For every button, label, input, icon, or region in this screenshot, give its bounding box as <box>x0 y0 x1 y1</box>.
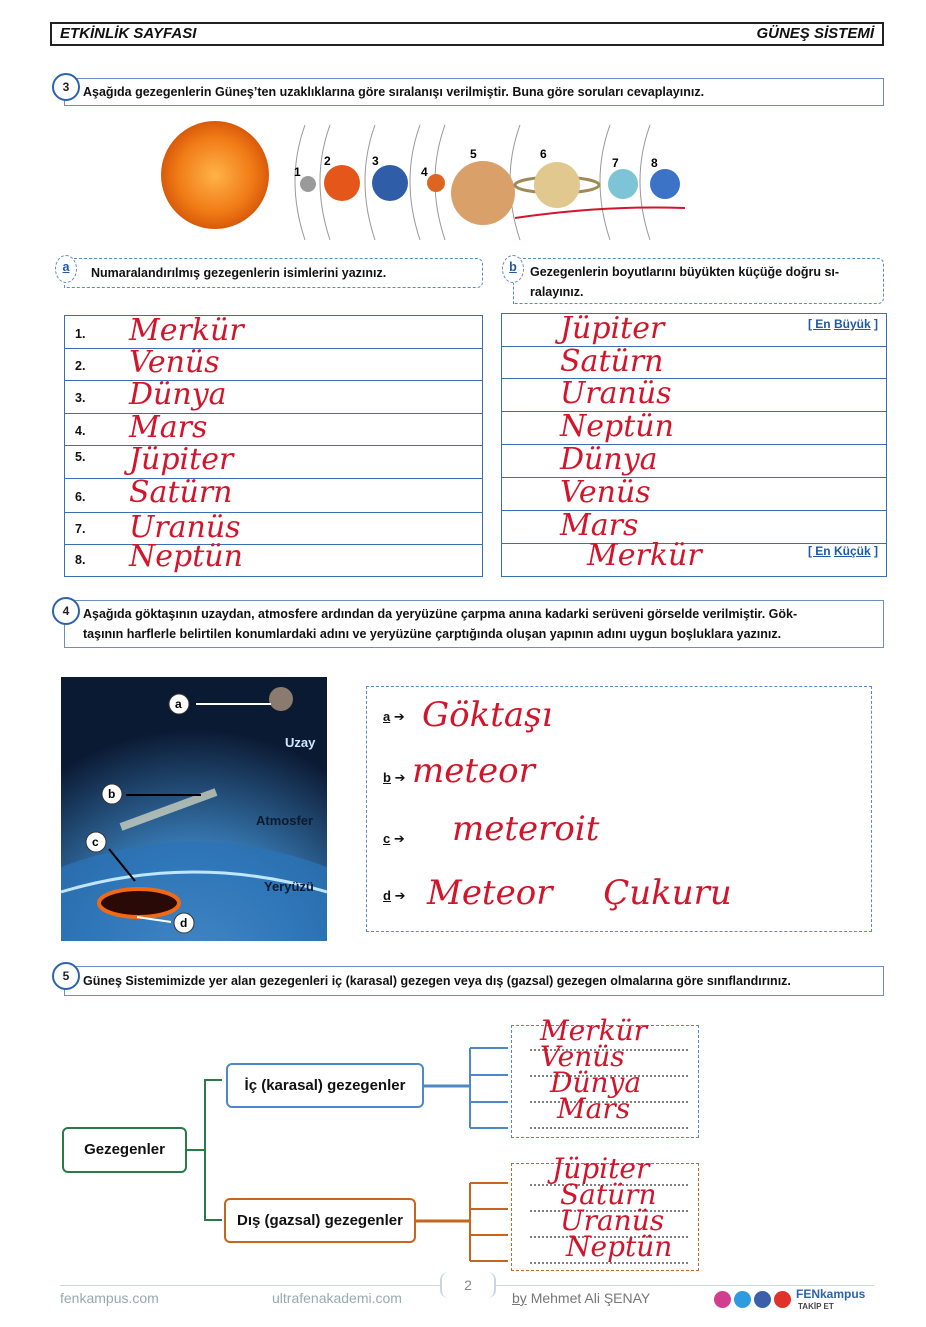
smallest-tag: [ En Küçük ] <box>807 544 878 558</box>
table-row <box>502 376 886 412</box>
q3-number: 3 <box>52 73 80 101</box>
answer-row-c: c ➔ <box>383 831 405 846</box>
outer-answer: Satürn <box>560 1178 657 1211</box>
image-label-atmosphere: Atmosfer <box>256 813 314 828</box>
row-answer: Merkür <box>129 313 244 348</box>
planet-number-8: 8 <box>651 156 658 170</box>
inner-answer: Merkür <box>540 1014 648 1047</box>
q4-number: 4 <box>52 597 80 625</box>
row-answer: Merkür <box>587 538 702 573</box>
image-label-c: c <box>92 835 99 849</box>
inner-planets-box: İç (karasal) gezegenler <box>226 1063 424 1108</box>
q5-box <box>64 966 884 996</box>
answer-b: meteor <box>412 751 535 791</box>
row-answer: Mars <box>129 410 208 445</box>
brand-logo: FENkampus <box>796 1287 866 1301</box>
inner-answer: Mars <box>557 1092 631 1125</box>
row-number: 6. <box>75 490 86 504</box>
q3-text: Aşağıda gezegenlerin Güneş’ten uzaklıklarına göre sıralanışı verilmiştir. Buna göre soruları cevaplayınız. <box>83 85 705 99</box>
answer-row-d: d ➔ <box>383 888 406 903</box>
row-answer: Uranüs <box>560 376 672 411</box>
answer-a: Göktaşı <box>422 695 553 735</box>
q3b-text <box>530 262 839 302</box>
mercury-icon <box>300 176 316 192</box>
facebook-icon[interactable] <box>754 1291 771 1308</box>
image-label-ground: Yeryüzü <box>264 879 314 894</box>
q3a-table <box>64 315 483 577</box>
outer-answer: Jüpiter <box>552 1152 650 1185</box>
mars-icon <box>427 174 445 192</box>
orbit-line <box>410 125 420 240</box>
outer-answer: Neptün <box>566 1230 673 1263</box>
table-row <box>65 313 482 349</box>
row-answer: Uranüs <box>129 510 241 545</box>
outer-answer-box <box>511 1152 699 1271</box>
table-row <box>65 410 482 446</box>
image-label-a: a <box>175 697 182 711</box>
footer-left[interactable]: fenkampus.com <box>60 1290 159 1306</box>
q4-text-line1: Aşağıda göktaşının uzaydan, atmosfere ardından da yeryüzüne çarpma anına kadarki serüveni görselde verilmiştir. Gök- <box>83 607 798 621</box>
row-answer: Venüs <box>129 345 220 380</box>
footer-center[interactable]: ultrafenakademi.com <box>272 1290 402 1306</box>
table-row <box>502 344 886 379</box>
row-number: 2. <box>75 359 86 373</box>
planet-number-1: 1 <box>294 165 301 179</box>
answer-d: Meteor Çukuru <box>427 873 732 913</box>
footer-author: by Mehmet Ali ŞENAY <box>512 1290 651 1306</box>
jupiter-icon <box>451 161 515 225</box>
image-label-space: Uzay <box>285 735 316 750</box>
planet-number-2: 2 <box>324 154 331 168</box>
saturn-icon <box>534 162 580 208</box>
planet-number-5: 5 <box>470 147 477 161</box>
row-number: 3. <box>75 391 86 405</box>
venus-icon <box>324 165 360 201</box>
q4-text-line2: taşının harflerle belirtilen konumlardaki adını ve yeryüzüne çarptığında oluşan yapının adını uygun boşluklara yazınız. <box>83 627 782 641</box>
planet-number-7: 7 <box>612 156 619 170</box>
table-row <box>65 345 482 381</box>
table-row <box>502 475 886 511</box>
q3a-label: a <box>55 255 77 283</box>
brand-sub: TAKİP ET <box>798 1302 834 1311</box>
youtube-icon[interactable] <box>774 1291 791 1308</box>
q4-answer-box <box>366 686 872 932</box>
q3b-text-line2: ralayınız. <box>530 285 584 299</box>
inner-answer: Venüs <box>540 1040 625 1073</box>
q5-number: 5 <box>52 962 80 990</box>
inner-answer-box <box>511 1014 699 1138</box>
header-left: ETKİNLİK SAYFASI <box>60 25 197 42</box>
root-box: Gezegenler <box>62 1127 187 1173</box>
row-answer: Venüs <box>560 475 651 510</box>
earth-icon <box>372 165 408 201</box>
row-number: 5. <box>75 450 86 464</box>
uranus-icon <box>608 169 638 199</box>
q4-box <box>64 600 884 648</box>
q5-text: Güneş Sistemimizde yer alan gezegenleri iç (karasal) gezegen veya dış (gazsal) gezegen olmalarına göre sınıflandırınız. <box>83 974 791 988</box>
q3b-box <box>513 258 884 304</box>
asteroid-icon <box>269 687 293 711</box>
row-answer: Satürn <box>560 344 664 379</box>
table-row <box>65 539 482 576</box>
row-answer: Neptün <box>129 539 243 574</box>
q3b-label: b <box>502 255 524 283</box>
solar-system-image <box>155 120 700 245</box>
planet-number-6: 6 <box>540 147 547 161</box>
table-row <box>65 377 482 414</box>
page-header <box>50 22 884 46</box>
table-row <box>65 510 482 545</box>
q3a-box <box>64 258 483 288</box>
social-icons[interactable] <box>714 1291 790 1309</box>
planet-number-3: 3 <box>372 154 379 168</box>
table-row <box>502 409 886 445</box>
largest-tag: [ En Büyük ] <box>807 317 878 331</box>
answer-c: meteroit <box>452 809 600 849</box>
image-label-d: d <box>180 916 188 930</box>
q3b-text-line1: Gezegenlerin boyutlarını büyükten küçüğe doğru sı- <box>530 265 840 279</box>
orbit-line <box>640 125 650 240</box>
meteor-image <box>61 677 327 941</box>
row-answer: Satürn <box>129 475 233 510</box>
planet-number-4: 4 <box>421 165 428 179</box>
row-number: 4. <box>75 424 86 438</box>
image-label-b: b <box>108 787 116 801</box>
handwritten-arrow <box>515 207 685 218</box>
q3b-table <box>501 313 887 577</box>
sun-icon <box>161 121 269 229</box>
row-answer: Jüpiter <box>129 442 234 477</box>
telegram-icon[interactable] <box>734 1291 751 1308</box>
neptune-icon <box>650 169 680 199</box>
row-number: 8. <box>75 553 86 567</box>
header-right: GÜNEŞ SİSTEMİ <box>756 25 874 42</box>
row-answer: Neptün <box>560 409 674 444</box>
q3-box <box>64 78 884 106</box>
outer-planets-box: Dış (gazsal) gezegenler <box>224 1198 416 1243</box>
row-answer: Dünya <box>129 377 227 412</box>
q3a-text: Numaralandırılmış gezegenlerin isimlerini yazınız. <box>91 266 387 280</box>
page-number: 2 <box>440 1272 496 1298</box>
row-answer: Dünya <box>560 442 658 477</box>
answer-row-b: b ➔ <box>383 770 406 785</box>
instagram-icon[interactable] <box>714 1291 731 1308</box>
answer-row-a: a ➔ <box>383 709 405 724</box>
inner-answer: Dünya <box>550 1066 642 1099</box>
table-row <box>65 442 482 479</box>
row-number: 7. <box>75 522 86 536</box>
q4-text <box>83 604 797 644</box>
table-row <box>502 442 886 478</box>
outer-answer: Uranüs <box>560 1204 665 1237</box>
row-answer: Jüpiter <box>560 311 665 346</box>
row-answer: Mars <box>560 508 639 543</box>
row-number: 1. <box>75 327 86 341</box>
table-row <box>65 475 482 513</box>
